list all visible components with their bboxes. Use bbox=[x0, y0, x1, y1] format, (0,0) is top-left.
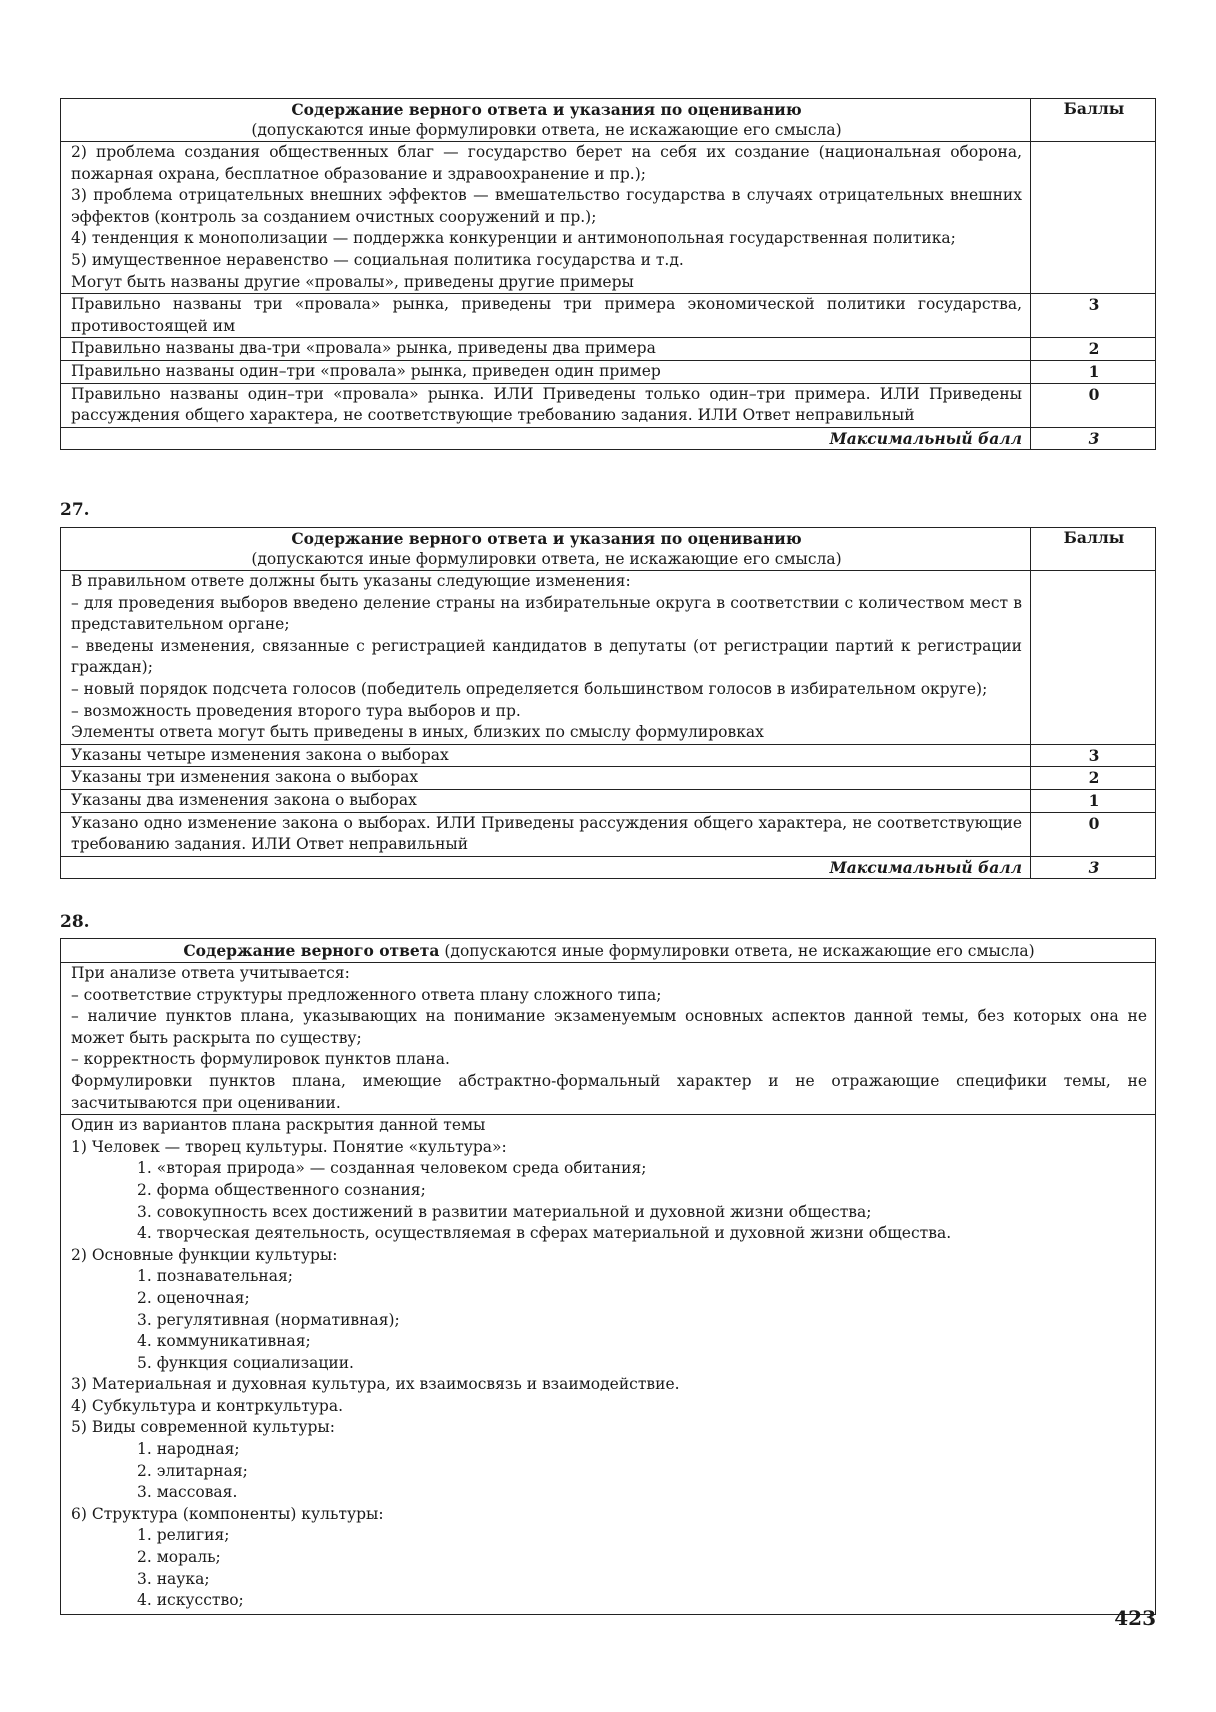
q26-criterion-score: 0 bbox=[1031, 383, 1156, 427]
q27-header-subtitle: (допускаются иные формулировки ответа, не искажающие его смысла) bbox=[251, 550, 842, 568]
q26-content-line: 4) тенденция к монополизации — поддержка конкуренции и антимонопольная государственная политика; bbox=[71, 229, 956, 248]
q26-header-title: Содержание верного ответа и указания по оцениванию bbox=[291, 100, 802, 119]
plan-point: 6) Структура (компоненты) культуры: bbox=[71, 1504, 384, 1523]
q26-header-row bbox=[61, 99, 1156, 142]
q27-criterion-row bbox=[61, 767, 1156, 790]
q26-max-row bbox=[61, 427, 1156, 449]
q26-criterion-text: Правильно названы один–три «провала» рынка, приведен один пример bbox=[61, 360, 1031, 383]
q27-criterion-text: Указаны четыре изменения закона о выборах bbox=[61, 744, 1031, 767]
q27-header-row bbox=[61, 528, 1156, 571]
q26-content-line: 2) проблема создания общественных благ — государство берет на себя их создание (национальная оборона, пожарная охрана, бесплатное образование и здравоохранение и пр.); bbox=[71, 143, 1022, 183]
q26-score-header: Баллы bbox=[1031, 99, 1156, 142]
q27-criterion-row bbox=[61, 789, 1156, 812]
plan-subitem: 1. религия; bbox=[137, 1526, 230, 1545]
q27-number: 27. bbox=[60, 500, 90, 520]
q27-content-line: – новый порядок подсчета голосов (победитель определяется большинством голосов в избирательном округе); bbox=[71, 679, 988, 698]
q27-header-cell bbox=[61, 528, 1031, 571]
q26-criterion-score: 3 bbox=[1031, 294, 1156, 338]
plan-subitem: 4. искусство; bbox=[137, 1591, 244, 1610]
plan-subitem: 2. мораль; bbox=[137, 1548, 221, 1567]
plan-point: 1) Человек — творец культуры. Понятие «культура»: bbox=[71, 1137, 507, 1156]
q26-criterion-score: 1 bbox=[1031, 360, 1156, 383]
q27-content-score bbox=[1031, 571, 1156, 745]
plan-subitem: 3. массовая. bbox=[137, 1483, 238, 1502]
q26-header-cell bbox=[61, 99, 1031, 142]
q28-table bbox=[60, 938, 1156, 1615]
q26-max-label: Максимальный балл bbox=[61, 427, 1031, 449]
q28-plan-cell bbox=[61, 1115, 1156, 1615]
page-number: 423 bbox=[1114, 1606, 1156, 1630]
q27-score-header: Баллы bbox=[1031, 528, 1156, 571]
q28-header-row bbox=[61, 939, 1156, 963]
plan-point: 3) Материальная и духовная культура, их взаимосвязь и взаимодействие. bbox=[71, 1375, 680, 1394]
plan-point: 2) Основные функции культуры: bbox=[71, 1245, 338, 1264]
plan-point: 5) Виды современной культуры: bbox=[71, 1418, 335, 1437]
q27-max-value: 3 bbox=[1031, 856, 1156, 878]
q26-criterion-row bbox=[61, 294, 1156, 338]
q27-criterion-score: 0 bbox=[1031, 812, 1156, 856]
plan-subitem: 1. «вторая природа» — созданная человеком среда обитания; bbox=[137, 1159, 647, 1178]
q27-header-title: Содержание верного ответа и указания по оцениванию bbox=[291, 529, 802, 548]
q27-criterion-score: 2 bbox=[1031, 767, 1156, 790]
plan-subitem: 1. познавательная; bbox=[137, 1267, 293, 1286]
q26-content-line: Могут быть названы другие «провалы», приведены другие примеры bbox=[71, 272, 634, 291]
q26-content-line: 3) проблема отрицательных внешних эффектов — вмешательство государства в случаях отрицательных внешних эффектов (контроль за созданием очистных сооружений и пр.); bbox=[71, 186, 1022, 226]
q26-header-subtitle: (допускаются иные формулировки ответа, не искажающие его смысла) bbox=[251, 121, 842, 139]
q27-content-line: – для проведения выборов введено деление страны на избирательные округа в соответствии с количеством мест в представительном органе; bbox=[71, 593, 1022, 634]
q28-plan-intro: Один из вариантов плана раскрытия данной темы bbox=[71, 1116, 486, 1135]
q27-max-row bbox=[61, 856, 1156, 878]
plan-point: 4) Субкультура и контркультура. bbox=[71, 1396, 344, 1415]
q27-content-line: В правильном ответе должны быть указаны следующие изменения: bbox=[71, 572, 631, 590]
q26-criterion-text: Правильно названы два-три «провала» рынка, приведены два примера bbox=[61, 338, 1031, 361]
q26-content-cell bbox=[61, 142, 1031, 294]
q27-table bbox=[60, 527, 1156, 879]
q27-criterion-text: Указано одно изменение закона о выборах. ИЛИ Приведены рассуждения общего характера, не соответствующие требованию задания. ИЛИ Ответ неправильный bbox=[61, 812, 1031, 856]
q27-criterion-row bbox=[61, 812, 1156, 856]
q26-max-value: 3 bbox=[1031, 427, 1156, 449]
q27-criterion-score: 1 bbox=[1031, 789, 1156, 812]
plan-subitem: 4. коммуникативная; bbox=[137, 1332, 311, 1351]
q26-criterion-text: Правильно названы три «провала» рынка, приведены три примера экономической политики государства, противостоящей им bbox=[61, 294, 1031, 338]
plan-subitem: 2. элитарная; bbox=[137, 1461, 248, 1480]
q27-criterion-text: Указаны три изменения закона о выборах bbox=[61, 767, 1031, 790]
q26-criterion-row bbox=[61, 383, 1156, 427]
q26-criterion-score: 2 bbox=[1031, 338, 1156, 361]
q27-content-cell bbox=[61, 571, 1031, 745]
q26-criterion-text: Правильно названы один–три «провала» рынка. ИЛИ Приведены только один–три примера. ИЛИ Приведены рассуждения общего характера, не соответствующие требованию задания. ИЛИ Ответ неправильный bbox=[61, 383, 1031, 427]
q26-criterion-row bbox=[61, 360, 1156, 383]
q28-header-cell bbox=[61, 939, 1156, 963]
q28-analysis-line: – соответствие структуры предложенного ответа плану сложного типа; bbox=[71, 985, 662, 1004]
q27-content-line: – возможность проведения второго тура выборов и пр. bbox=[71, 701, 521, 720]
q26-table bbox=[60, 98, 1156, 450]
q28-analysis-line: – корректность формулировок пунктов плана. bbox=[71, 1050, 450, 1069]
q27-criterion-row bbox=[61, 744, 1156, 767]
q27-criterion-score: 3 bbox=[1031, 744, 1156, 767]
q28-number: 28. bbox=[60, 912, 90, 932]
q26-criterion-row bbox=[61, 338, 1156, 361]
plan-subitem: 2. оценочная; bbox=[137, 1288, 250, 1307]
q26-content-row bbox=[61, 142, 1156, 294]
q28-analysis-row bbox=[61, 963, 1156, 1115]
plan-subitem: 5. функция социализации. bbox=[137, 1353, 354, 1372]
q28-header-bold: Содержание верного ответа bbox=[183, 941, 440, 960]
plan-subitem: 2. форма общественного сознания; bbox=[137, 1180, 426, 1199]
plan-subitem: 3. совокупность всех достижений в развитии материальной и духовной жизни общества; bbox=[137, 1202, 872, 1221]
plan-subitem: 1. народная; bbox=[137, 1440, 240, 1459]
q27-max-label: Максимальный балл bbox=[61, 856, 1031, 878]
q28-analysis-cell bbox=[61, 963, 1156, 1115]
q27-content-row bbox=[61, 571, 1156, 745]
q28-analysis-line: Формулировки пунктов плана, имеющие абстрактно-формальный характер и не отражающие специфики темы, не засчитываются при оценивании. bbox=[71, 1071, 1147, 1112]
q26-content-line: 5) имущественное неравенство — социальная политика государства и т.д. bbox=[71, 250, 684, 269]
q27-content-line: Элементы ответа могут быть приведены в иных, близких по смыслу формулировках bbox=[71, 723, 764, 742]
plan-subitem: 3. наука; bbox=[137, 1569, 210, 1588]
q26-content-score bbox=[1031, 142, 1156, 294]
q28-header-rest: (допускаются иные формулировки ответа, не искажающие его смысла) bbox=[439, 942, 1035, 960]
q27-content-line: – введены изменения, связанные с регистрацией кандидатов в депутаты (от регистрации партий к регистрации граждан); bbox=[71, 636, 1022, 677]
q27-criterion-text: Указаны два изменения закона о выборах bbox=[61, 789, 1031, 812]
q28-plan-row bbox=[61, 1115, 1156, 1615]
q28-analysis-line: – наличие пунктов плана, указывающих на понимание экзаменуемым основных аспектов данной темы, без которых она не может быть раскрыта по существу; bbox=[71, 1007, 1147, 1047]
plan-subitem: 4. творческая деятельность, осуществляемая в сферах материальной и духовной жизни общества. bbox=[137, 1224, 952, 1243]
plan-subitem: 3. регулятивная (нормативная); bbox=[137, 1310, 400, 1329]
q28-analysis-line: При анализе ответа учитывается: bbox=[71, 964, 350, 982]
